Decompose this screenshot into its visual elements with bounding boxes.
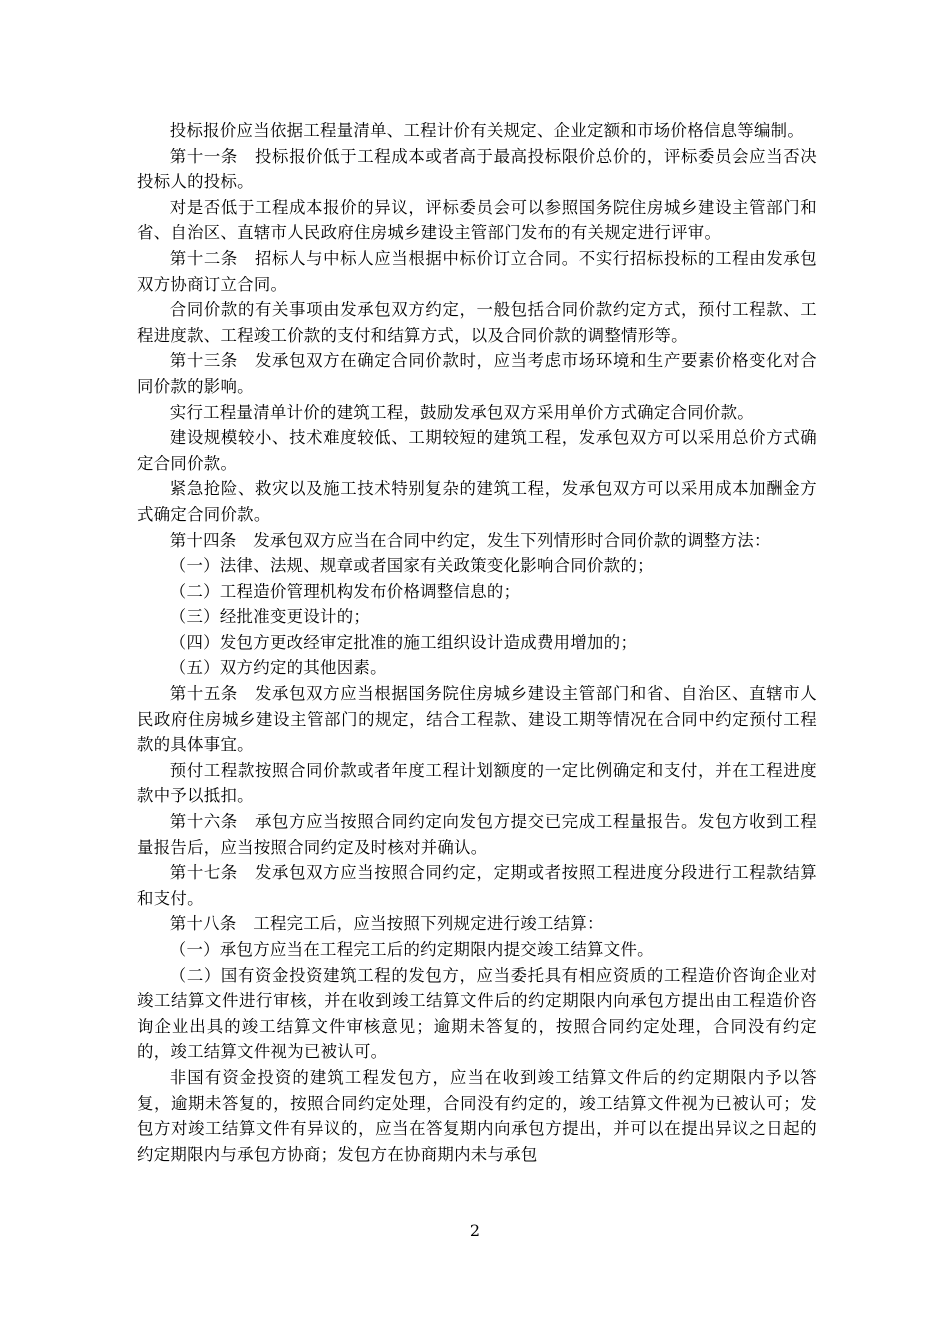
list-item: （一）法律、法规、规章或者国家有关政策变化影响合同价款的； xyxy=(169,556,654,576)
paragraph-article-14: 第十四条 发承包双方应当在合同中约定，发生下列情形时合同价款的调整方法： xyxy=(169,530,771,550)
paragraph-article-11: 第十一条 投标报价低于工程成本或者高于最高投标限价总价的，评标委员会应当否决投标人的投标。 xyxy=(137,146,817,192)
paragraph: 非国有资金投资的建筑工程发包方，应当在收到竣工结算文件后的约定期限内予以答复，逾期未答复的，按照合同约定处理，合同没有约定的，竣工结算文件视为已被认可；发包方对竣工结算文件有异议的，应当在答复期内向承包方提出，并可以在提出异议之日起的约定期限内与承包方协商；发包方在协商期内未与承包 xyxy=(137,1067,817,1164)
list-item: （五）双方约定的其他因素。 xyxy=(169,658,387,678)
list-item: （一）承包方应当在工程完工后的约定期限内提交竣工结算文件。 xyxy=(169,940,654,959)
paragraph-article-16: 第十六条 承包方应当按照合同约定向发包方提交已完成工程量报告。发包方收到工程量报告后，应当按照合同约定及时核对并确认。 xyxy=(137,812,817,857)
paragraph-article-17: 第十七条 发承包双方应当按照合同约定，定期或者按照工程进度分段进行工程款结算和支付。 xyxy=(137,863,817,908)
paragraph: 合同价款的有关事项由发承包双方约定，一般包括合同价款约定方式，预付工程款、工程进度款、工程竣工价款的支付和结算方式，以及合同价款的调整情形等。 xyxy=(137,300,817,345)
list-item: （三）经批准变更设计的； xyxy=(169,607,371,627)
list-item: （二）国有资金投资建筑工程的发包方，应当委托具有相应资质的工程造价咨询企业对竣工结算文件进行审核，并在收到竣工结算文件后的约定期限内向承包方提出由工程造价咨询企业出具的竣工结算文件审核意见；逾期未答复的，按照合同约定处理，合同没有约定的，竣工结算文件视为已被认可。 xyxy=(137,965,817,1062)
paragraph: 投标报价应当依据工程量清单、工程计价有关规定、企业定额和市场价格信息等编制。 xyxy=(169,121,805,140)
page-number: 2 xyxy=(469,1221,481,1240)
paragraph-article-15: 第十五条 发承包双方应当根据国务院住房城乡建设主管部门和省、自治区、直辖市人民政府住房城乡建设主管部门的规定，结合工程款、建设工期等情况在合同中约定预付工程款的具体事宜。 xyxy=(137,684,817,755)
paragraph-article-12: 第十二条 招标人与中标人应当根据中标价订立合同。不实行招标投标的工程由发承包双方协商订立合同。 xyxy=(137,248,817,294)
paragraph: 预付工程款按照合同价款或者年度工程计划额度的一定比例确定和支付，并在工程进度款中予以抵扣。 xyxy=(137,760,817,806)
paragraph: 对是否低于工程成本报价的异议，评标委员会可以参照国务院住房城乡建设主管部门和省、自治区、直辖市人民政府住房城乡建设主管部门发布的有关规定进行评审。 xyxy=(137,197,817,243)
paragraph: 建设规模较小、技术难度较低、工期较短的建筑工程，发承包双方可以采用总价方式确定合同价款。 xyxy=(137,428,817,473)
paragraph-article-18: 第十八条 工程完工后，应当按照下列规定进行竣工结算： xyxy=(169,914,604,934)
document-body xyxy=(137,118,817,1167)
paragraph-article-13: 第十三条 发承包双方在确定合同价款时，应当考虑市场环境和生产要素价格变化对合同价款的影响。 xyxy=(137,351,817,396)
paragraph: 紧急抢险、救灾以及施工技术特别复杂的建筑工程，发承包双方可以采用成本加酬金方式确定合同价款。 xyxy=(137,479,817,524)
paragraph: 实行工程量清单计价的建筑工程，鼓励发承包双方采用单价方式确定合同价款。 xyxy=(169,402,754,422)
list-item: （二）工程造价管理机构发布价格调整信息的； xyxy=(169,581,521,601)
list-item: （四）发包方更改经审定批准的施工组织设计造成费用增加的； xyxy=(169,632,638,652)
